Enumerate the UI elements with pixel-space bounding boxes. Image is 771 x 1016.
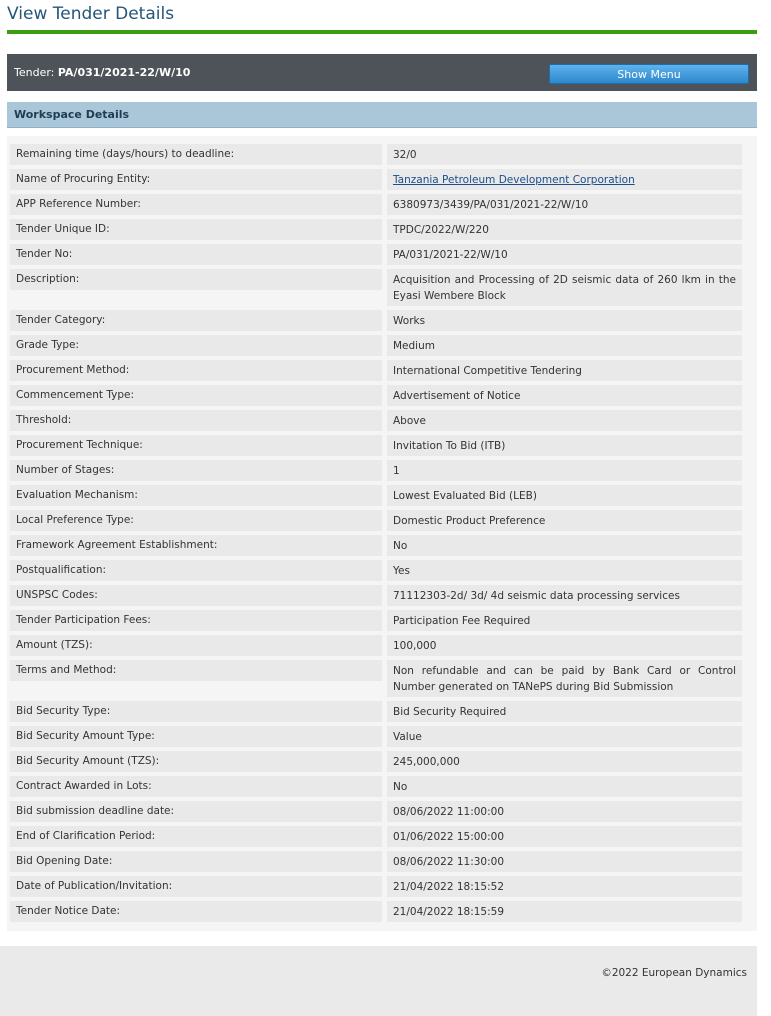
row-value: Advertisement of Notice bbox=[387, 385, 742, 406]
row-value: Lowest Evaluated Bid (LEB) bbox=[387, 485, 742, 506]
row-label: Bid Opening Date: bbox=[10, 851, 382, 872]
table-row bbox=[10, 510, 755, 531]
tender-number-text bbox=[14, 66, 190, 79]
row-label: Grade Type: bbox=[10, 335, 382, 356]
row-value bbox=[387, 169, 742, 190]
table-row bbox=[10, 310, 755, 331]
procuring-entity-link[interactable]: Tanzania Petroleum Development Corporation bbox=[393, 174, 635, 186]
row-label: Procurement Technique: bbox=[10, 435, 382, 456]
row-value: 21/04/2022 18:15:52 bbox=[387, 876, 742, 897]
table-row bbox=[10, 726, 755, 747]
row-label: End of Clarification Period: bbox=[10, 826, 382, 847]
table-row bbox=[10, 460, 755, 481]
row-value: 21/04/2022 18:15:59 bbox=[387, 901, 742, 922]
table-row bbox=[10, 635, 755, 656]
table-row bbox=[10, 435, 755, 456]
table-row bbox=[10, 335, 755, 356]
row-label: Terms and Method: bbox=[10, 660, 382, 681]
row-value: 71112303-2d/ 3d/ 4d seismic data processing services bbox=[387, 585, 742, 606]
row-value: Medium bbox=[387, 335, 742, 356]
table-row bbox=[10, 701, 755, 722]
table-row bbox=[10, 485, 755, 506]
row-label: UNSPSC Codes: bbox=[10, 585, 382, 606]
row-label: Description: bbox=[10, 269, 382, 290]
table-row bbox=[10, 826, 755, 847]
row-label: Tender Category: bbox=[10, 310, 382, 331]
row-label: Procurement Method: bbox=[10, 360, 382, 381]
row-value: TPDC/2022/W/220 bbox=[387, 219, 742, 240]
tender-number: PA/031/2021-22/W/10 bbox=[57, 66, 191, 79]
table-row bbox=[10, 169, 755, 190]
row-label: Remaining time (days/hours) to deadline: bbox=[10, 144, 382, 165]
table-row bbox=[10, 244, 755, 265]
table-row bbox=[10, 776, 755, 797]
row-label: Bid Security Amount Type: bbox=[10, 726, 382, 747]
title-divider bbox=[7, 30, 757, 34]
row-value: 245,000,000 bbox=[387, 751, 742, 772]
row-label: Evaluation Mechanism: bbox=[10, 485, 382, 506]
workspace-details-header bbox=[7, 102, 757, 128]
row-label: Commencement Type: bbox=[10, 385, 382, 406]
row-label: Date of Publication/Invitation: bbox=[10, 876, 382, 897]
row-value: Invitation To Bid (ITB) bbox=[387, 435, 742, 456]
table-row bbox=[10, 901, 755, 922]
row-label: Threshold: bbox=[10, 410, 382, 431]
table-row bbox=[10, 269, 755, 306]
row-label: Contract Awarded in Lots: bbox=[10, 776, 382, 797]
table-row bbox=[10, 851, 755, 872]
row-label: Bid submission deadline date: bbox=[10, 801, 382, 822]
table-row bbox=[10, 219, 755, 240]
table-row bbox=[10, 535, 755, 556]
row-value: Works bbox=[387, 310, 742, 331]
row-label: Local Preference Type: bbox=[10, 510, 382, 531]
row-value: 08/06/2022 11:30:00 bbox=[387, 851, 742, 872]
row-value: Bid Security Required bbox=[387, 701, 742, 722]
row-label: Number of Stages: bbox=[10, 460, 382, 481]
row-value: 1 bbox=[387, 460, 742, 481]
table-row bbox=[10, 660, 755, 697]
row-value: Acquisition and Processing of 2D seismic data of 260 lkm in the Eyasi Wembere Block bbox=[387, 269, 742, 306]
row-value: Non refundable and can be paid by Bank Card or Control Number generated on TANePS during Bid Submission bbox=[387, 660, 742, 697]
row-label: Name of Procuring Entity: bbox=[10, 169, 382, 190]
row-label: Tender Participation Fees: bbox=[10, 610, 382, 631]
row-value: 08/06/2022 11:00:00 bbox=[387, 801, 742, 822]
row-value: Above bbox=[387, 410, 742, 431]
table-row bbox=[10, 560, 755, 581]
row-label: Postqualification: bbox=[10, 560, 382, 581]
row-value: International Competitive Tendering bbox=[387, 360, 742, 381]
row-label: Bid Security Amount (TZS): bbox=[10, 751, 382, 772]
row-label: Amount (TZS): bbox=[10, 635, 382, 656]
row-label: Tender Notice Date: bbox=[10, 901, 382, 922]
table-row bbox=[10, 610, 755, 631]
table-row bbox=[10, 876, 755, 897]
tender-prefix: Tender: bbox=[14, 66, 55, 79]
row-label: Bid Security Type: bbox=[10, 701, 382, 722]
table-row bbox=[10, 410, 755, 431]
row-label: Tender Unique ID: bbox=[10, 219, 382, 240]
row-value: 32/0 bbox=[387, 144, 742, 165]
table-row bbox=[10, 751, 755, 772]
row-value: Domestic Product Preference bbox=[387, 510, 742, 531]
table-row bbox=[10, 801, 755, 822]
row-label: Framework Agreement Establishment: bbox=[10, 535, 382, 556]
table-row bbox=[10, 585, 755, 606]
row-value: 100,000 bbox=[387, 635, 742, 656]
details-panel bbox=[7, 136, 757, 931]
show-menu-button[interactable]: Show Menu bbox=[549, 64, 749, 84]
row-label: Tender No: bbox=[10, 244, 382, 265]
footer bbox=[0, 946, 757, 1016]
row-value: 6380973/3439/PA/031/2021-22/W/10 bbox=[387, 194, 742, 215]
table-row bbox=[10, 385, 755, 406]
table-row bbox=[10, 144, 755, 165]
row-value: 01/06/2022 15:00:00 bbox=[387, 826, 742, 847]
workspace-details-title: Workspace Details bbox=[14, 108, 130, 121]
row-value: Value bbox=[387, 726, 742, 747]
row-value: Yes bbox=[387, 560, 742, 581]
row-value: No bbox=[387, 535, 742, 556]
row-value: Participation Fee Required bbox=[387, 610, 742, 631]
tender-bar bbox=[7, 54, 757, 91]
page-title: View Tender Details bbox=[7, 4, 175, 24]
row-value: PA/031/2021-22/W/10 bbox=[387, 244, 742, 265]
footer-copyright: ©2022 European Dynamics bbox=[601, 967, 747, 979]
row-label: APP Reference Number: bbox=[10, 194, 382, 215]
row-value: No bbox=[387, 776, 742, 797]
table-row bbox=[10, 194, 755, 215]
table-row bbox=[10, 360, 755, 381]
